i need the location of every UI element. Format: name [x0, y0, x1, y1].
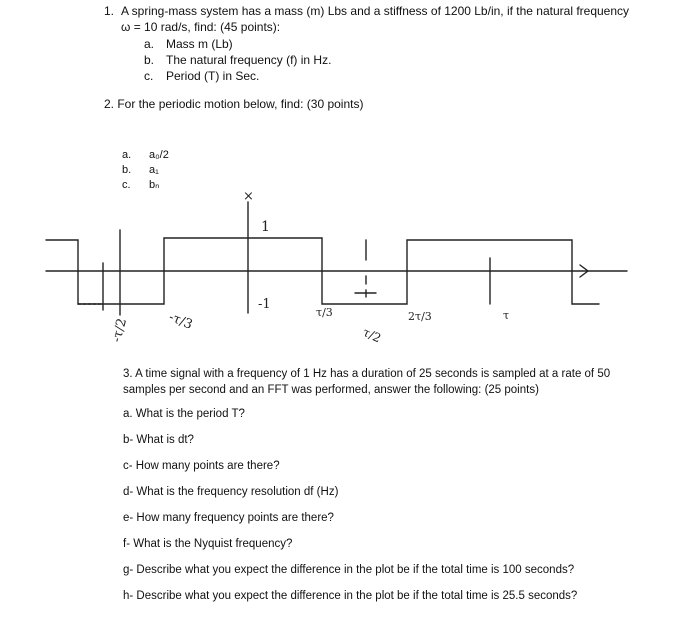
plot-labels — [109, 189, 509, 345]
question-3-item: g- Describe what you expect the difference in the plot be if the total time is 100 seconds? — [123, 564, 575, 576]
tau-half-label: τ/2 — [360, 325, 384, 346]
question-3-item: f- What is the Nyquist frequency? — [123, 538, 293, 550]
item-text: Period (T) in Sec. — [166, 69, 260, 83]
question-3-intro-line1: 3. A time signal with a frequency of 1 Hz has a duration of 25 seconds is sampled at a rate of 50 — [123, 368, 611, 380]
question-1-item-c — [144, 68, 259, 84]
question-3-item: h- Describe what you expect the difference in the plot be if the total time is 25.5 seconds? — [123, 590, 578, 602]
item-label: b. — [144, 53, 155, 67]
question-1-number: 1. — [104, 4, 115, 18]
amp-neg-label: -1 — [258, 297, 271, 312]
x-mark-label: × — [243, 189, 254, 204]
question-1-text-line2: ω = 10 rad/s, find: (45 points): — [121, 20, 281, 34]
question-2-item-b — [122, 163, 169, 178]
question-3-intro-line2: samples per second and an FFT was performed, answer the following: (25 points) — [123, 384, 539, 396]
tau-label: τ — [503, 309, 510, 322]
question-3-item: a. What is the period T? — [123, 408, 245, 420]
question-3-item: b- What is dt? — [123, 434, 194, 446]
question-2-text: 2. For the periodic motion below, find: (30 points) — [104, 97, 364, 111]
item-label: a. — [122, 149, 132, 161]
item-text: The natural frequency (f) in Hz. — [166, 53, 332, 67]
item-label: b. — [122, 164, 132, 176]
item-label: c. — [122, 179, 131, 191]
question-2-item-a — [122, 148, 169, 163]
question-1-item-b — [144, 52, 331, 68]
question-1-item-a — [144, 36, 233, 52]
question-3-item: d- What is the frequency resolution df (Hz) — [123, 486, 339, 498]
periodic-motion-plot — [0, 180, 700, 360]
item-label: c. — [144, 69, 154, 83]
two-tau-third-label: 2τ/3 — [408, 310, 432, 323]
question-1-text-line1: A spring-mass system has a mass (m) Lbs and a stiffness of 1200 Lb/in, if the natural frequency — [121, 4, 630, 18]
amp-pos-label: 1 — [261, 219, 270, 235]
item-label: a. — [144, 37, 155, 51]
item-text: bₙ — [149, 179, 160, 191]
item-text: Mass m (Lb) — [166, 37, 233, 51]
neg-tau-third-label: -τ/3 — [166, 309, 195, 333]
question-3 — [123, 366, 623, 602]
item-text: a₁ — [149, 164, 159, 176]
plot-ink — [46, 202, 627, 315]
item-text: a₀/2 — [149, 149, 169, 161]
neg-tau-half-label: -τ/2 — [109, 316, 131, 345]
question-3-item: e- How many frequency points are there? — [123, 512, 334, 524]
question-3-item: c- How many points are there? — [123, 460, 280, 472]
tau-third-label: τ/3 — [316, 306, 333, 319]
